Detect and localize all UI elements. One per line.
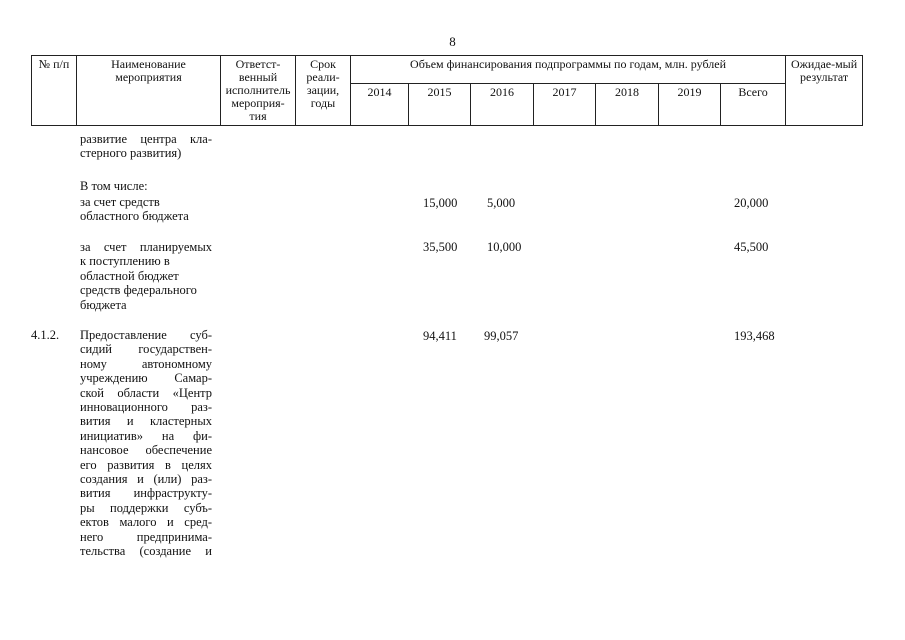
row-regional-budget-total: 20,000: [734, 196, 769, 210]
row-federal-budget-2015: 35,500: [423, 240, 458, 254]
header-year-2014: 2014: [351, 84, 409, 126]
header-name: Наименование мероприятия: [77, 56, 221, 126]
page-number: 8: [449, 34, 456, 49]
row-regional-budget-2016: 5,000: [487, 196, 516, 210]
row-federal-budget-label: за счет планируемых к поступлению в областной бюджет средств федерального бюджета: [80, 240, 212, 312]
header-year-2016: 2016: [471, 84, 534, 126]
row-federal-budget-total: 45,500: [734, 240, 769, 254]
header-year-2015: 2015: [409, 84, 471, 126]
header-expected: Ожидае-мый результат: [786, 56, 863, 126]
item-2015: 94,411: [423, 329, 457, 343]
header-year-2019: 2019: [659, 84, 721, 126]
header-responsible: Ответст-венный исполнитель мероприя-тия: [221, 56, 296, 126]
header-year-2017: 2017: [534, 84, 596, 126]
continuation-text: развитие центра кла- стерного развития): [80, 132, 212, 161]
row-federal-budget-2016: 10,000: [487, 240, 522, 254]
header-no: № п/п: [32, 56, 77, 126]
row-regional-budget-label: за счет средств областного бюджета: [80, 195, 189, 224]
item-description: Предоставление суб- сидий государствен- ному автономному учреждению Самар- ской области «Центр инновационного раз- вития и кластерных инициатив» на фи- нансовое обеспечение его развития в целях создания и (или) раз- вития инфраструкту- ры поддержки субъ- ектов малого и сред- него предпринима- тельства (создание и: [80, 328, 212, 559]
header-funding: Объем финансирования подпрограммы по годам, млн. рублей: [351, 56, 786, 84]
table-header: [31, 55, 863, 126]
item-2016: 99,057: [484, 329, 519, 343]
header-year-2018: 2018: [596, 84, 659, 126]
header-term: Срок реали-зации, годы: [296, 56, 351, 126]
item-number: 4.1.2.: [31, 328, 60, 342]
row-regional-budget-2015: 15,000: [423, 196, 458, 210]
header-total: Всего: [721, 84, 786, 126]
item-total: 193,468: [734, 329, 775, 343]
including-label: В том числе:: [80, 179, 148, 193]
